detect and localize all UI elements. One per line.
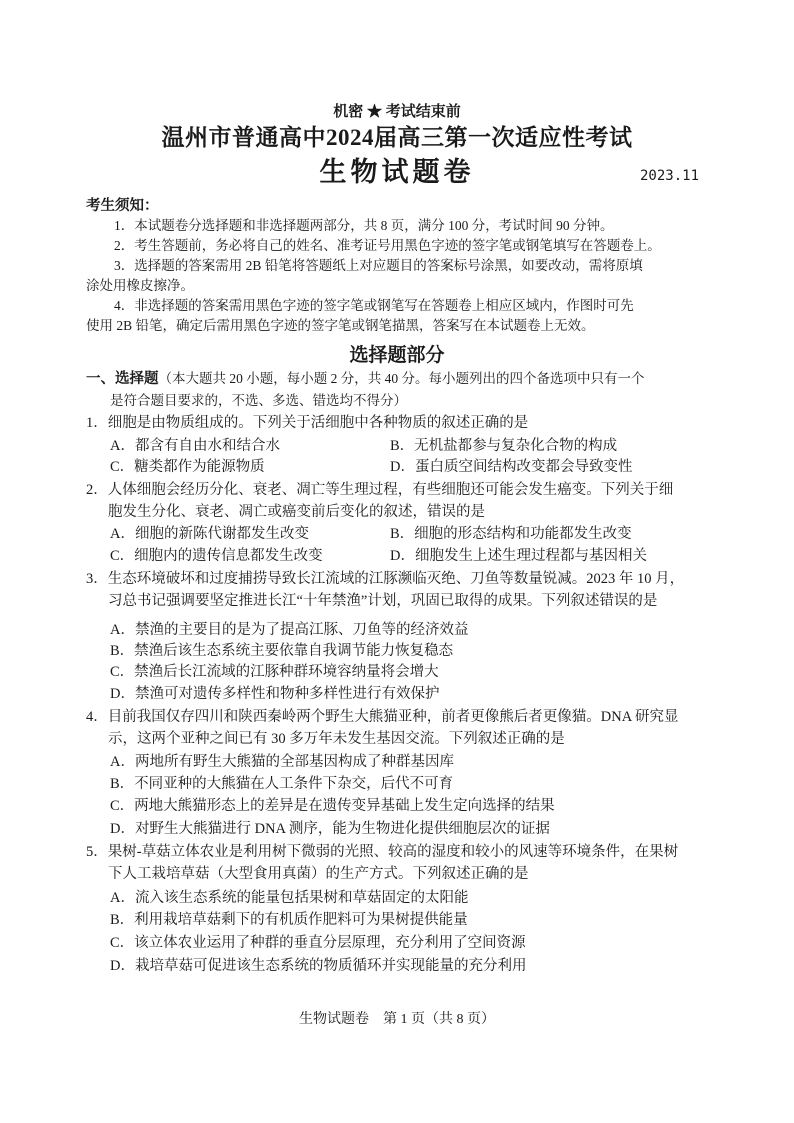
notice-item: 使用 2B 铅笔，确定后需用黑色字迹的签字笔或钢笔描黑，答案写在本试题卷上无效。 [86,318,595,333]
notice-item: 1．本试题卷分选择题和非选择题两部分，共 8 页，满分 100 分，考试时间 90 分钟。 [114,218,614,233]
question-stem: 1．细胞是由物质组成的。下列关于活细胞中各种物质的叙述正确的是 [86,415,529,431]
question-stem: 2．人体细胞会经历分化、衰老、凋亡等生理过程，有些细胞还可能会发生癌变。下列关于细 [86,482,674,498]
option-d: D．蛋白质空间结构改变都会导致变性 [390,459,633,475]
paper-subtitle: 生物试题卷 [319,157,475,187]
section-label: 一、选择题 [86,371,159,387]
option-b: B．禁渔后该生态系统主要依靠自我调节能力恢复稳态 [110,643,454,659]
option-c: C．糖类都作为能源物质 [110,459,265,475]
option-c: C．禁渔后长江流域的江豚种群环境容纳量将会增大 [110,664,439,680]
question-stem: 5．果树-草菇立体农业是利用树下微弱的光照、较高的湿度和较小的风速等环境条件，在果树 [86,844,679,860]
page-footer: 生物试题卷 第 1 页（共 8 页） [299,1012,495,1027]
question-stem: 胞发生分化、衰老、凋亡或癌变前后变化的叙述，错误的是 [108,504,485,520]
section-intro [86,369,645,389]
option-b: B．不同亚种的大熊猫在人工条件下杂交，后代不可育 [110,776,454,792]
section-intro-text: 是符合题目要求的，不选、多选、错选均不得分） [110,393,407,408]
question-stem: 下人工栽培草菇（大型食用真菌）的生产方式。下列叙述正确的是 [108,866,529,882]
notice-item: 2．考生答题前，务必将自己的姓名、准考证号用黑色字迹的签字笔或钢笔填写在答题卷上。 [114,238,661,253]
question-stem: 3．生态环境破坏和过度捕捞导致长江流域的江豚濒临灭绝、刀鱼等数量锐减。2023 年 10 月， [86,571,685,587]
section-intro-text: （本大题共 20 小题，每小题 2 分，共 40 分。每小题列出的四个备选项中只有一个 [158,371,645,386]
confidential-label: 机密 ★ 考试结束前 [333,104,461,120]
notice-heading: 考生须知： [86,198,159,214]
option-b: B．利用栽培草菇剩下的有机质作肥料可为果树提供能量 [110,912,468,928]
notice-item: 4．非选择题的答案需用黑色字迹的签字笔或钢笔写在答题卷上相应区域内，作图时可先 [114,298,634,313]
section-title: 选择题部分 [349,345,445,366]
option-d: D．栽培草菇可促进该生态系统的物质循环并实现能量的充分利用 [110,958,527,974]
option-d: D．禁渔可对遗传多样性和物种多样性进行有效保护 [110,686,440,702]
option-a: A．禁渔的主要目的是为了提高江豚、刀鱼等的经济效益 [110,622,469,638]
option-c: C．该立体农业运用了种群的垂直分层原理，充分利用了空间资源 [110,935,526,951]
option-a: A．都含有自由水和结合水 [110,438,280,454]
option-c: C．细胞内的遗传信息都发生改变 [110,548,323,564]
option-d: D．对野生大熊猫进行 DNA 测序，能为生物进化提供细胞层次的证据 [110,821,550,837]
option-a: A．细胞的新陈代谢都发生改变 [110,526,309,542]
question-stem: 示，这两个亚种之间已有 30 多万年未发生基因交流。下列叙述正确的是 [108,731,565,747]
option-a: A．流入该生态系统的能量包括果树和草菇固定的太阳能 [110,890,469,906]
option-a: A．两地所有野生大熊猫的全部基因构成了种群基因库 [110,754,454,770]
notice-item: 3．选择题的答案需用 2B 铅笔将答题纸上对应题目的答案标号涂黑，如要改动，需将原填 [114,258,643,273]
option-c: C．两地大熊猫形态上的差异是在遗传变异基础上发生定向选择的结果 [110,798,555,814]
option-b: B．无机盐都参与复杂化合物的构成 [390,438,618,454]
option-b: B．细胞的形态结构和功能都发生改变 [390,526,632,542]
question-stem: 习总书记强调要坚定推进长江“十年禁渔”计划，巩固已取得的成果。下列叙述错误的是 [108,593,658,609]
option-d: D．细胞发生上述生理过程都与基因相关 [390,548,647,564]
exam-title: 温州市普通高中2024届高三第一次适应性考试 [161,125,633,150]
question-stem: 4．目前我国仅存四川和陕西秦岭两个野生大熊猫亚种，前者更像熊后者更像猫。DNA 研究显 [86,709,679,725]
exam-date: 2023.11 [640,168,700,184]
notice-item: 涂处用橡皮擦净。 [86,278,194,293]
